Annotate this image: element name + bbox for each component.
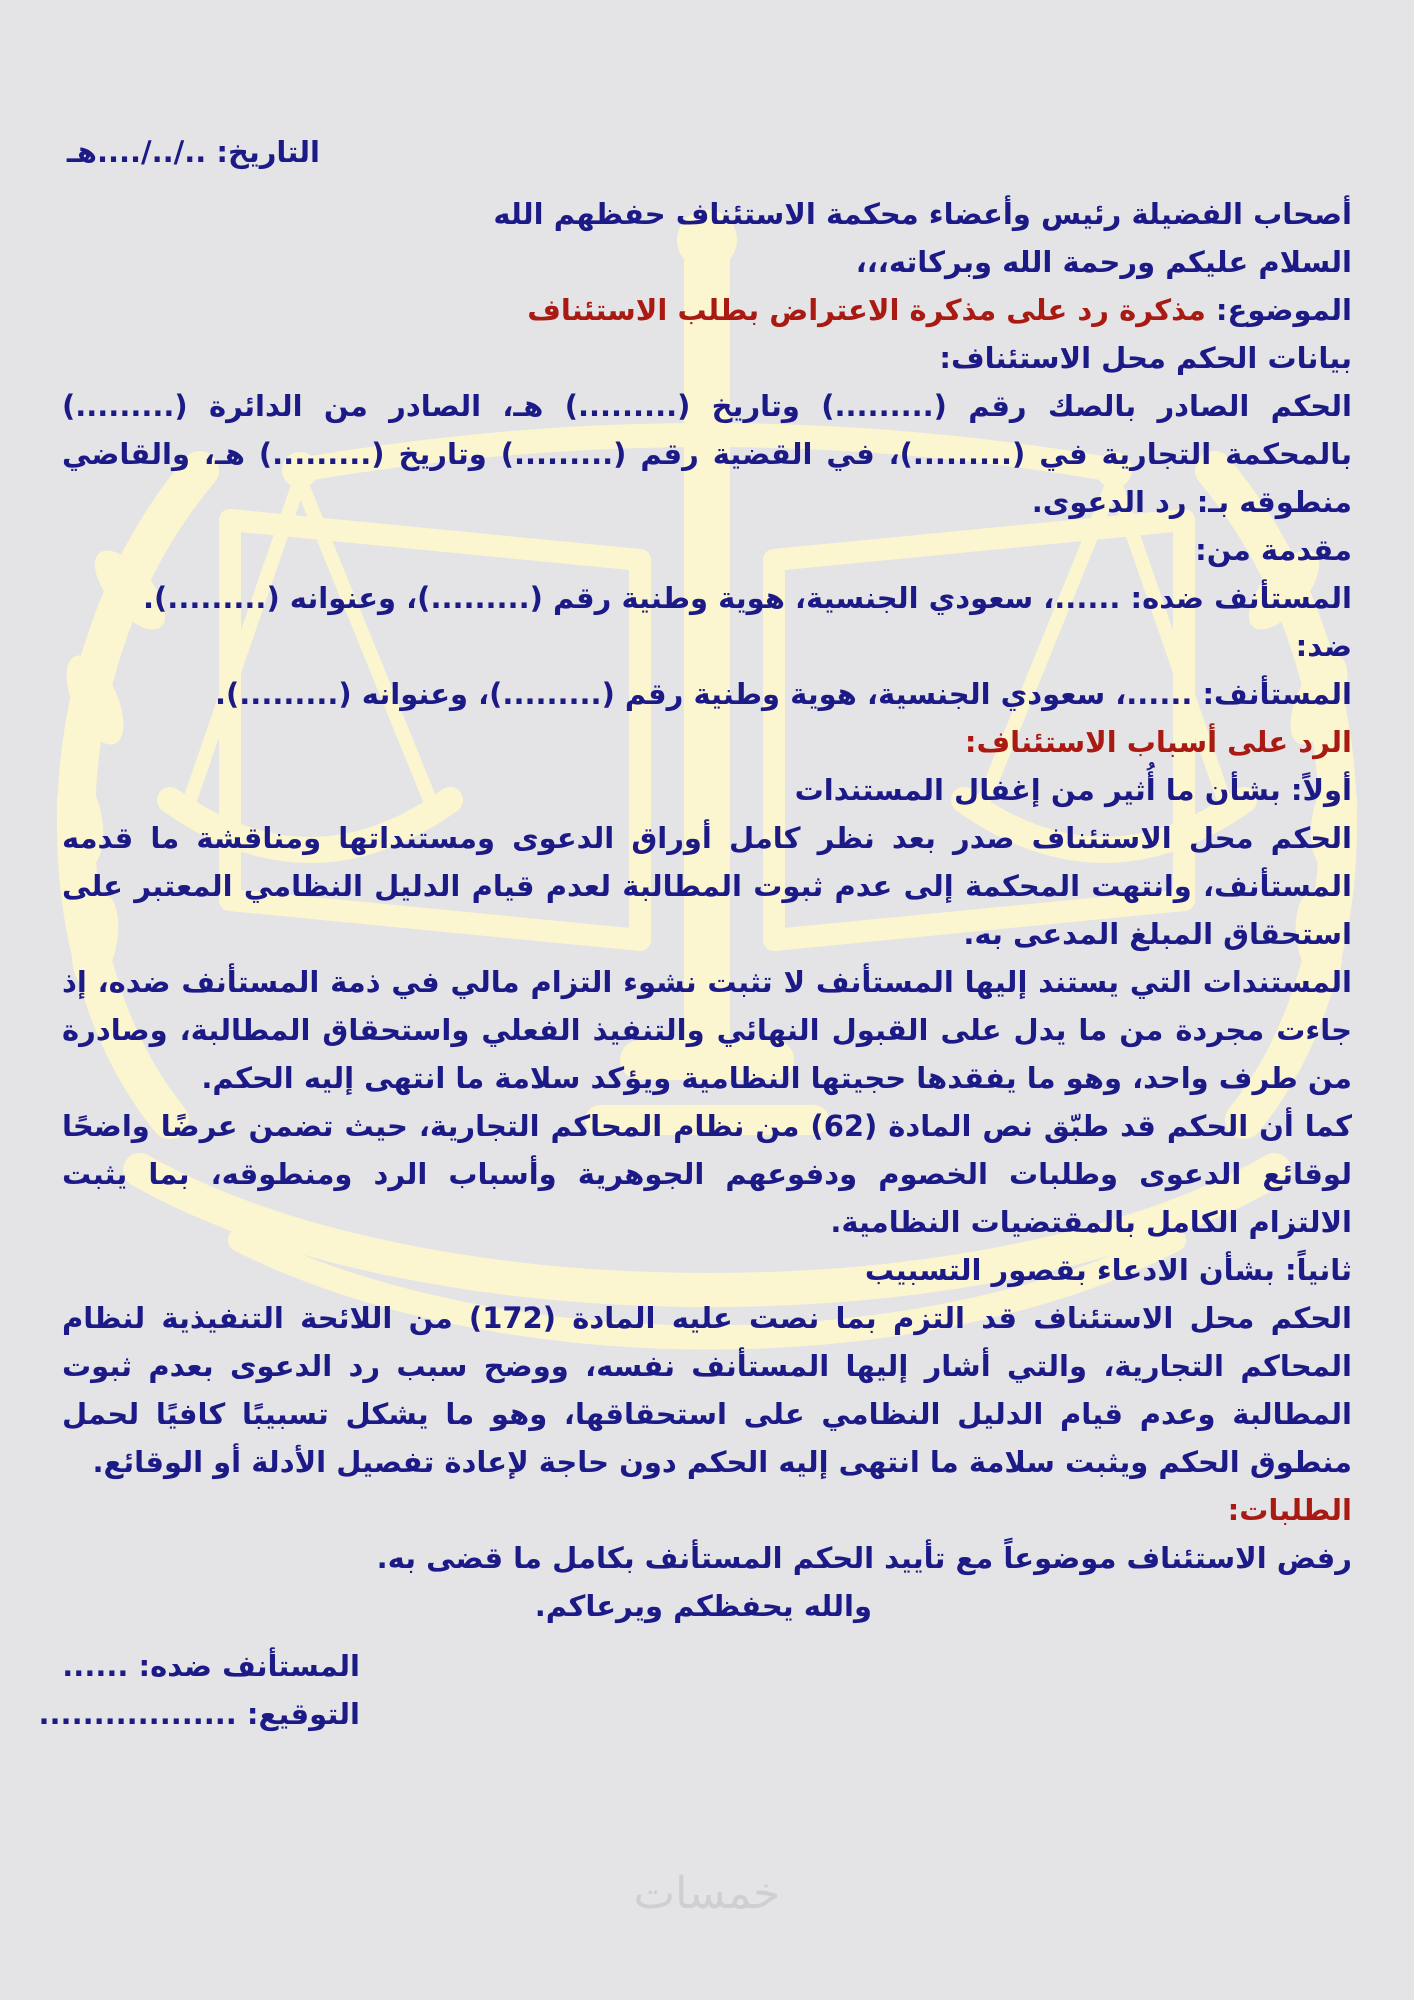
second-point-heading: ثانياً: بشأن الادعاء بقصور التسبيب xyxy=(864,1253,1352,1287)
subject-label: الموضوع: xyxy=(1215,293,1352,327)
judgment-heading: بيانات الحكم محل الاستئناف: xyxy=(939,341,1352,375)
first-point-heading: أولاً: بشأن ما أُثير من إغفال المستندات xyxy=(794,773,1352,807)
date-line: التاريخ: ../../....هـ xyxy=(66,135,320,169)
first-point-paragraph-2: المستندات التي يستند إليها المستأنف لا تثبت نشوء التزام مالي في ذمة المستأنف ضده، إذ جاءت مجردة من ما يدل على القبول النهائي والتنفيذ الفعلي واستحقاق المطالبة، وصادرة من طرف واحد، وهو ما يفقدها حجيتها النظامية ويؤكد سلامة ما انتهى إليه الحكم. xyxy=(62,965,1352,1095)
reply-heading: الرد على أسباب الاستئناف: xyxy=(964,725,1352,759)
document-body xyxy=(38,128,1352,1738)
salutation-line: السلام عليكم ورحمة الله وبركاته،،، xyxy=(855,245,1352,279)
requests-heading: الطلبات: xyxy=(1227,1493,1352,1527)
second-point-paragraph: الحكم محل الاستئناف قد التزم بما نصت عليه المادة (172) من اللائحة التنفيذية لنظام المحاكم التجارية، والتي أشار إليها المستأنف نفسه، ووضح سبب رد الدعوى بعدم ثبوت المطالبة وعدم قيام الدليل النظامي على استحقاقها، وهو ما يشكل تسبيبًا كافيًا لحمل منطوق الحكم ويثبت سلامة ما انتهى إليه الحكم دون حاجة لإعادة تفصيل الأدلة أو الوقائع. xyxy=(62,1301,1352,1479)
first-point-paragraph-1: الحكم محل الاستئناف صدر بعد نظر كامل أوراق الدعوى ومستنداتها ومناقشة ما قدمه المستأنف، وانتهت المحكمة إلى عدم ثبوت المطالبة لعدم قيام الدليل النظامي المعتبر على استحقاق المبلغ المدعى به. xyxy=(62,821,1352,951)
respondent-details: المستأنف ضده: ......، سعودي الجنسية، هوية وطنية رقم (.........)، وعنوانه (.........). xyxy=(143,581,1352,615)
closing-line: والله يحفظكم ويرعاكم. xyxy=(534,1589,872,1623)
appellant-details: المستأنف: ......، سعودي الجنسية، هوية وطنية رقم (.........)، وعنوانه (.........). xyxy=(215,677,1352,711)
signature-block xyxy=(38,1642,1352,1738)
khamsat-watermark-logo: خمسات xyxy=(633,1868,781,1919)
first-point-paragraph-3: كما أن الحكم قد طبّق نص المادة (62) من نظام المحاكم التجارية، حيث تضمن عرضًا واضحًا لوقائع الدعوى وطلبات الخصوم ودفوعهم الجوهرية وأسباب الرد ومنطوقه، بما يثبت الالتزام الكامل بالمقتضيات النظامية. xyxy=(62,1109,1352,1239)
signature-line: التوقيع: .................. xyxy=(38,1697,360,1731)
requests-text: رفض الاستئناف موضوعاً مع تأييد الحكم المستأنف بكامل ما قضى به. xyxy=(376,1541,1352,1575)
subject-value: مذكرة رد على مذكرة الاعتراض بطلب الاستئناف xyxy=(527,293,1206,327)
judgment-details: الحكم الصادر بالصك رقم (.........) وتاريخ (.........) هـ، الصادر من الدائرة (.........) بالمحكمة التجارية في (.........)، في القضية رقم (.........) وتاريخ (.........) هـ، والقاضي منطوقه بـ: رد الدعوى. xyxy=(62,389,1352,519)
subject-line xyxy=(62,286,1352,334)
against-label: ضد: xyxy=(1295,629,1352,663)
respondent-signature-name: المستأنف ضده: ...... xyxy=(62,1649,360,1683)
from-label: مقدمة من: xyxy=(1195,533,1352,567)
addressee-line: أصحاب الفضيلة رئيس وأعضاء محكمة الاستئناف حفظهم الله xyxy=(493,197,1352,231)
